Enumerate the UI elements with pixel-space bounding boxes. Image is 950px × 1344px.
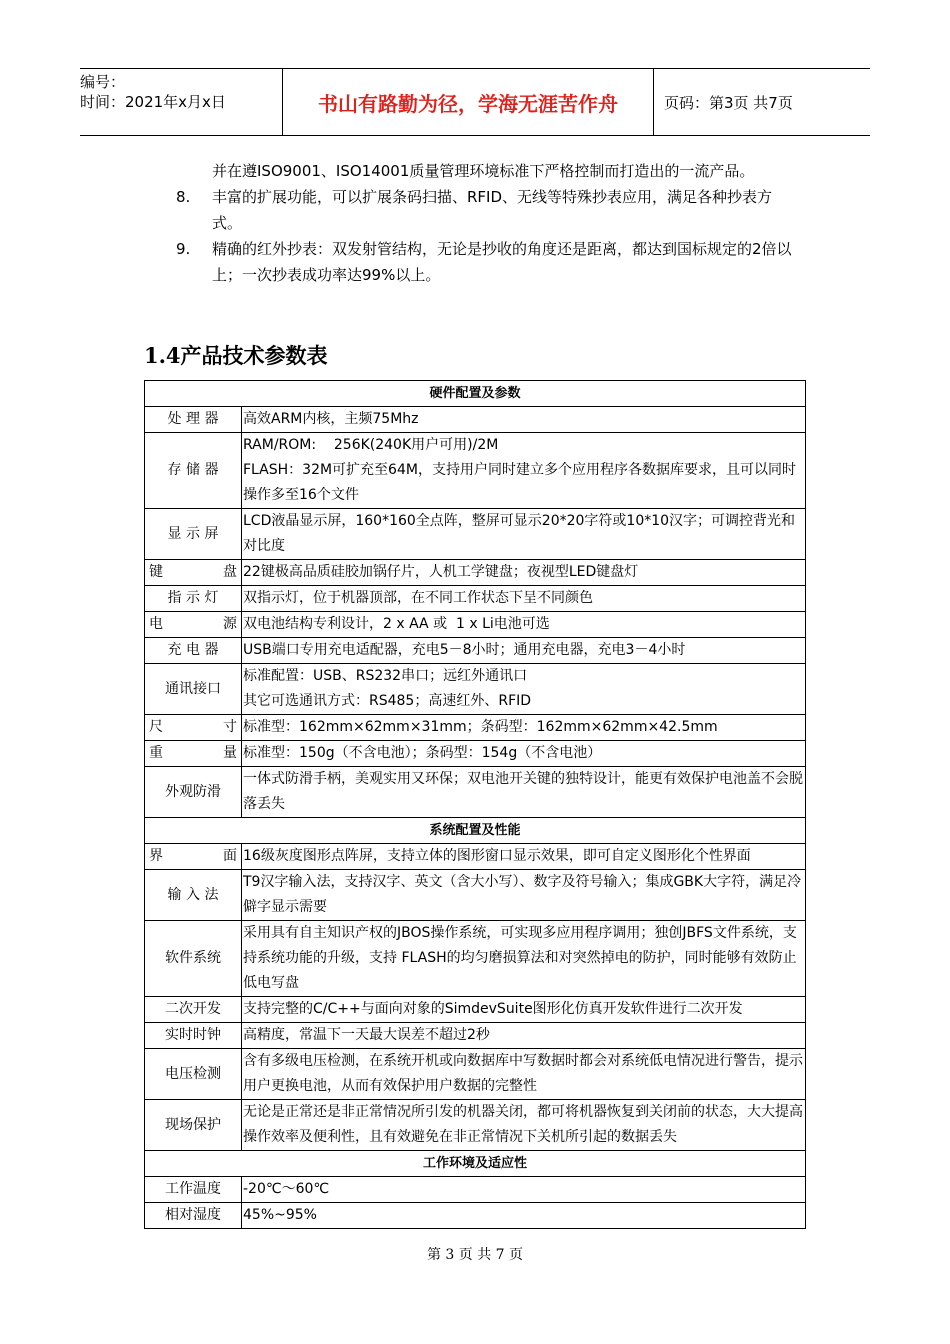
table-cell-label <box>145 560 242 586</box>
spec-table <box>144 380 806 1229</box>
table-cell-label: 二次开发 <box>145 997 242 1023</box>
table-row <box>145 509 806 560</box>
list-item <box>176 236 796 288</box>
table-row <box>145 664 806 715</box>
table-cell-label <box>145 612 242 638</box>
table-row <box>145 638 806 664</box>
table-cell-label <box>145 741 242 767</box>
list-item-number: 9. <box>176 240 191 258</box>
table-cell-label: 显 示 屏 <box>145 509 242 560</box>
table-cell-label: 指 示 灯 <box>145 586 242 612</box>
label-char: 电 <box>149 616 163 632</box>
list-item-text: 丰富的扩展功能，可以扩展条码扫描、RFID、无线等特殊抄表应用，满足各种抄表方式。 <box>212 188 773 232</box>
table-cell-value: LCD液晶显示屏，160*160全点阵，整屏可显示20*20字符或10*10汉字；可调控背光和对比度 <box>242 509 806 560</box>
table-cell-label: 相对湿度 <box>145 1203 242 1229</box>
table-row <box>145 1049 806 1100</box>
header-motto: 书山有路勤为径，学海无涯苦作舟 <box>282 69 654 135</box>
label-char: 键 <box>149 564 163 580</box>
table-row <box>145 767 806 818</box>
table-cell-value: 22键极高品质硅胶加锅仔片，人机工学键盘；夜视型LED键盘灯 <box>242 560 806 586</box>
table-row <box>145 612 806 638</box>
table-cell-label: 外观防滑 <box>145 767 242 818</box>
page-header <box>80 68 870 136</box>
label-char: 重 <box>149 745 163 761</box>
document-date: 时间：2021年x月x日 <box>80 93 226 111</box>
table-cell-value: 无论是正常还是非正常情况所引发的机器关闭，都可将机器恢复到关闭前的状态，大大提高操作效率及便利性，且有效避免在非正常情况下关机所引起的数据丢失 <box>242 1100 806 1151</box>
table-cell-value: 高精度，常温下一天最大误差不超过2秒 <box>242 1023 806 1049</box>
label-justified <box>149 715 237 740</box>
label-char: 寸 <box>223 719 237 735</box>
table-cell-value: 标准型：162mm×62mm×31mm；条码型：162mm×62mm×42.5mm <box>242 715 806 741</box>
table-group-header: 工作环境及适应性 <box>145 1151 806 1177</box>
table-group-row <box>145 381 806 407</box>
list-item-text: 精确的红外抄表：双发射管结构，无论是抄收的角度还是距离，都达到国标规定的2倍以上；一次抄表成功率达99%以上。 <box>212 240 792 284</box>
table-cell-value: 采用具有自主知识产权的JBOS操作系统，可实现多应用程序调用；独创JBFS文件系统，支持系统功能的升级，支持 FLASH的均匀磨损算法和对突然掉电的防护，同时能够有效防止低电写盘 <box>242 921 806 997</box>
label-char: 面 <box>223 848 237 864</box>
document-number: 编号： <box>80 73 126 91</box>
table-cell-value: 标准配置：USB、RS232串口；远红外通讯口 其它可选通讯方式：RS485；高速红外、RFID <box>242 664 806 715</box>
table-cell-value: USB端口专用充电适配器，充电5－8小时；通用充电器，充电3－4小时 <box>242 638 806 664</box>
table-group-header: 系统配置及性能 <box>145 818 806 844</box>
table-row <box>145 560 806 586</box>
section-title: 1.4产品技术参数表 <box>144 343 328 368</box>
table-cell-label: 软件系统 <box>145 921 242 997</box>
table-cell-label: 输 入 法 <box>145 870 242 921</box>
table-row <box>145 1203 806 1229</box>
table-cell-label: 充 电 器 <box>145 638 242 664</box>
table-row <box>145 921 806 997</box>
list-item-number: 8. <box>176 188 191 206</box>
table-cell-value: -20℃～60℃ <box>242 1177 806 1203</box>
header-page-number: 页码：第3页 共7页 <box>664 93 793 112</box>
table-cell-label: 处 理 器 <box>145 407 242 433</box>
table-cell-value: 标准型：150g（不含电池）；条码型：154g（不含电池） <box>242 741 806 767</box>
label-justified <box>149 741 237 766</box>
table-row <box>145 586 806 612</box>
table-row <box>145 1023 806 1049</box>
list-item <box>176 184 796 236</box>
intro-continuation: 并在遵ISO9001、ISO14001质量管理环境标准下严格控制而打造出的一流产品。 <box>212 162 755 180</box>
table-cell-value: 45%~95% <box>242 1203 806 1229</box>
table-cell-label <box>145 844 242 870</box>
table-cell-value: 一体式防滑手柄，美观实用又环保；双电池开关键的独特设计，能更有效保护电池盖不会脱落丢失 <box>242 767 806 818</box>
table-row <box>145 741 806 767</box>
label-justified <box>149 844 237 869</box>
table-cell-value: 支持完整的C/C++与面向对象的SimdevSuite图形化仿真开发软件进行二次开发 <box>242 997 806 1023</box>
table-row <box>145 715 806 741</box>
label-justified <box>149 560 237 585</box>
table-cell-value: 双电池结构专利设计，2 x AA 或 1 x Li电池可选 <box>242 612 806 638</box>
table-cell-label: 电压检测 <box>145 1049 242 1100</box>
table-cell-value: T9汉字输入法，支持汉字、英文（含大小写）、数字及符号输入；集成GBK大字符，满足冷僻字显示需要 <box>242 870 806 921</box>
table-row <box>145 1177 806 1203</box>
table-row <box>145 407 806 433</box>
table-cell-label <box>145 715 242 741</box>
table-row <box>145 844 806 870</box>
label-char: 尺 <box>149 719 163 735</box>
table-row <box>145 433 806 509</box>
label-char: 量 <box>223 745 237 761</box>
table-cell-label: 存 储 器 <box>145 433 242 509</box>
spec-table-body <box>145 381 806 1229</box>
label-justified <box>149 612 237 637</box>
table-group-row <box>145 818 806 844</box>
table-cell-value: 高效ARM内核，主频75Mhz <box>242 407 806 433</box>
table-cell-value: RAM/ROM: 256K(240K用户可用)/2M FLASH：32M可扩充至64M，支持用户同时建立多个应用程序各数据库要求，且可以同时操作多至16个文件 <box>242 433 806 509</box>
intro-list <box>176 158 796 288</box>
table-cell-label: 现场保护 <box>145 1100 242 1151</box>
table-cell-value: 双指示灯，位于机器顶部，在不同工作状态下呈不同颜色 <box>242 586 806 612</box>
table-cell-value: 16级灰度图形点阵屏，支持立体的图形窗口显示效果，即可自定义图形化个性界面 <box>242 844 806 870</box>
table-group-row <box>145 1151 806 1177</box>
page-footer: 第 3 页 共 7 页 <box>426 1247 524 1263</box>
table-cell-label: 通讯接口 <box>145 664 242 715</box>
label-char: 界 <box>149 848 163 864</box>
table-cell-label: 实时时钟 <box>145 1023 242 1049</box>
table-cell-label: 工作温度 <box>145 1177 242 1203</box>
header-meta <box>80 69 282 135</box>
label-char: 盘 <box>223 564 237 580</box>
label-char: 源 <box>223 616 237 632</box>
table-row <box>145 870 806 921</box>
table-cell-value: 含有多级电压检测，在系统开机或向数据库中写数据时都会对系统低电情况进行警告，提示用户更换电池，从而有效保护用户数据的完整性 <box>242 1049 806 1100</box>
table-group-header: 硬件配置及参数 <box>145 381 806 407</box>
table-row <box>145 1100 806 1151</box>
table-row <box>145 997 806 1023</box>
